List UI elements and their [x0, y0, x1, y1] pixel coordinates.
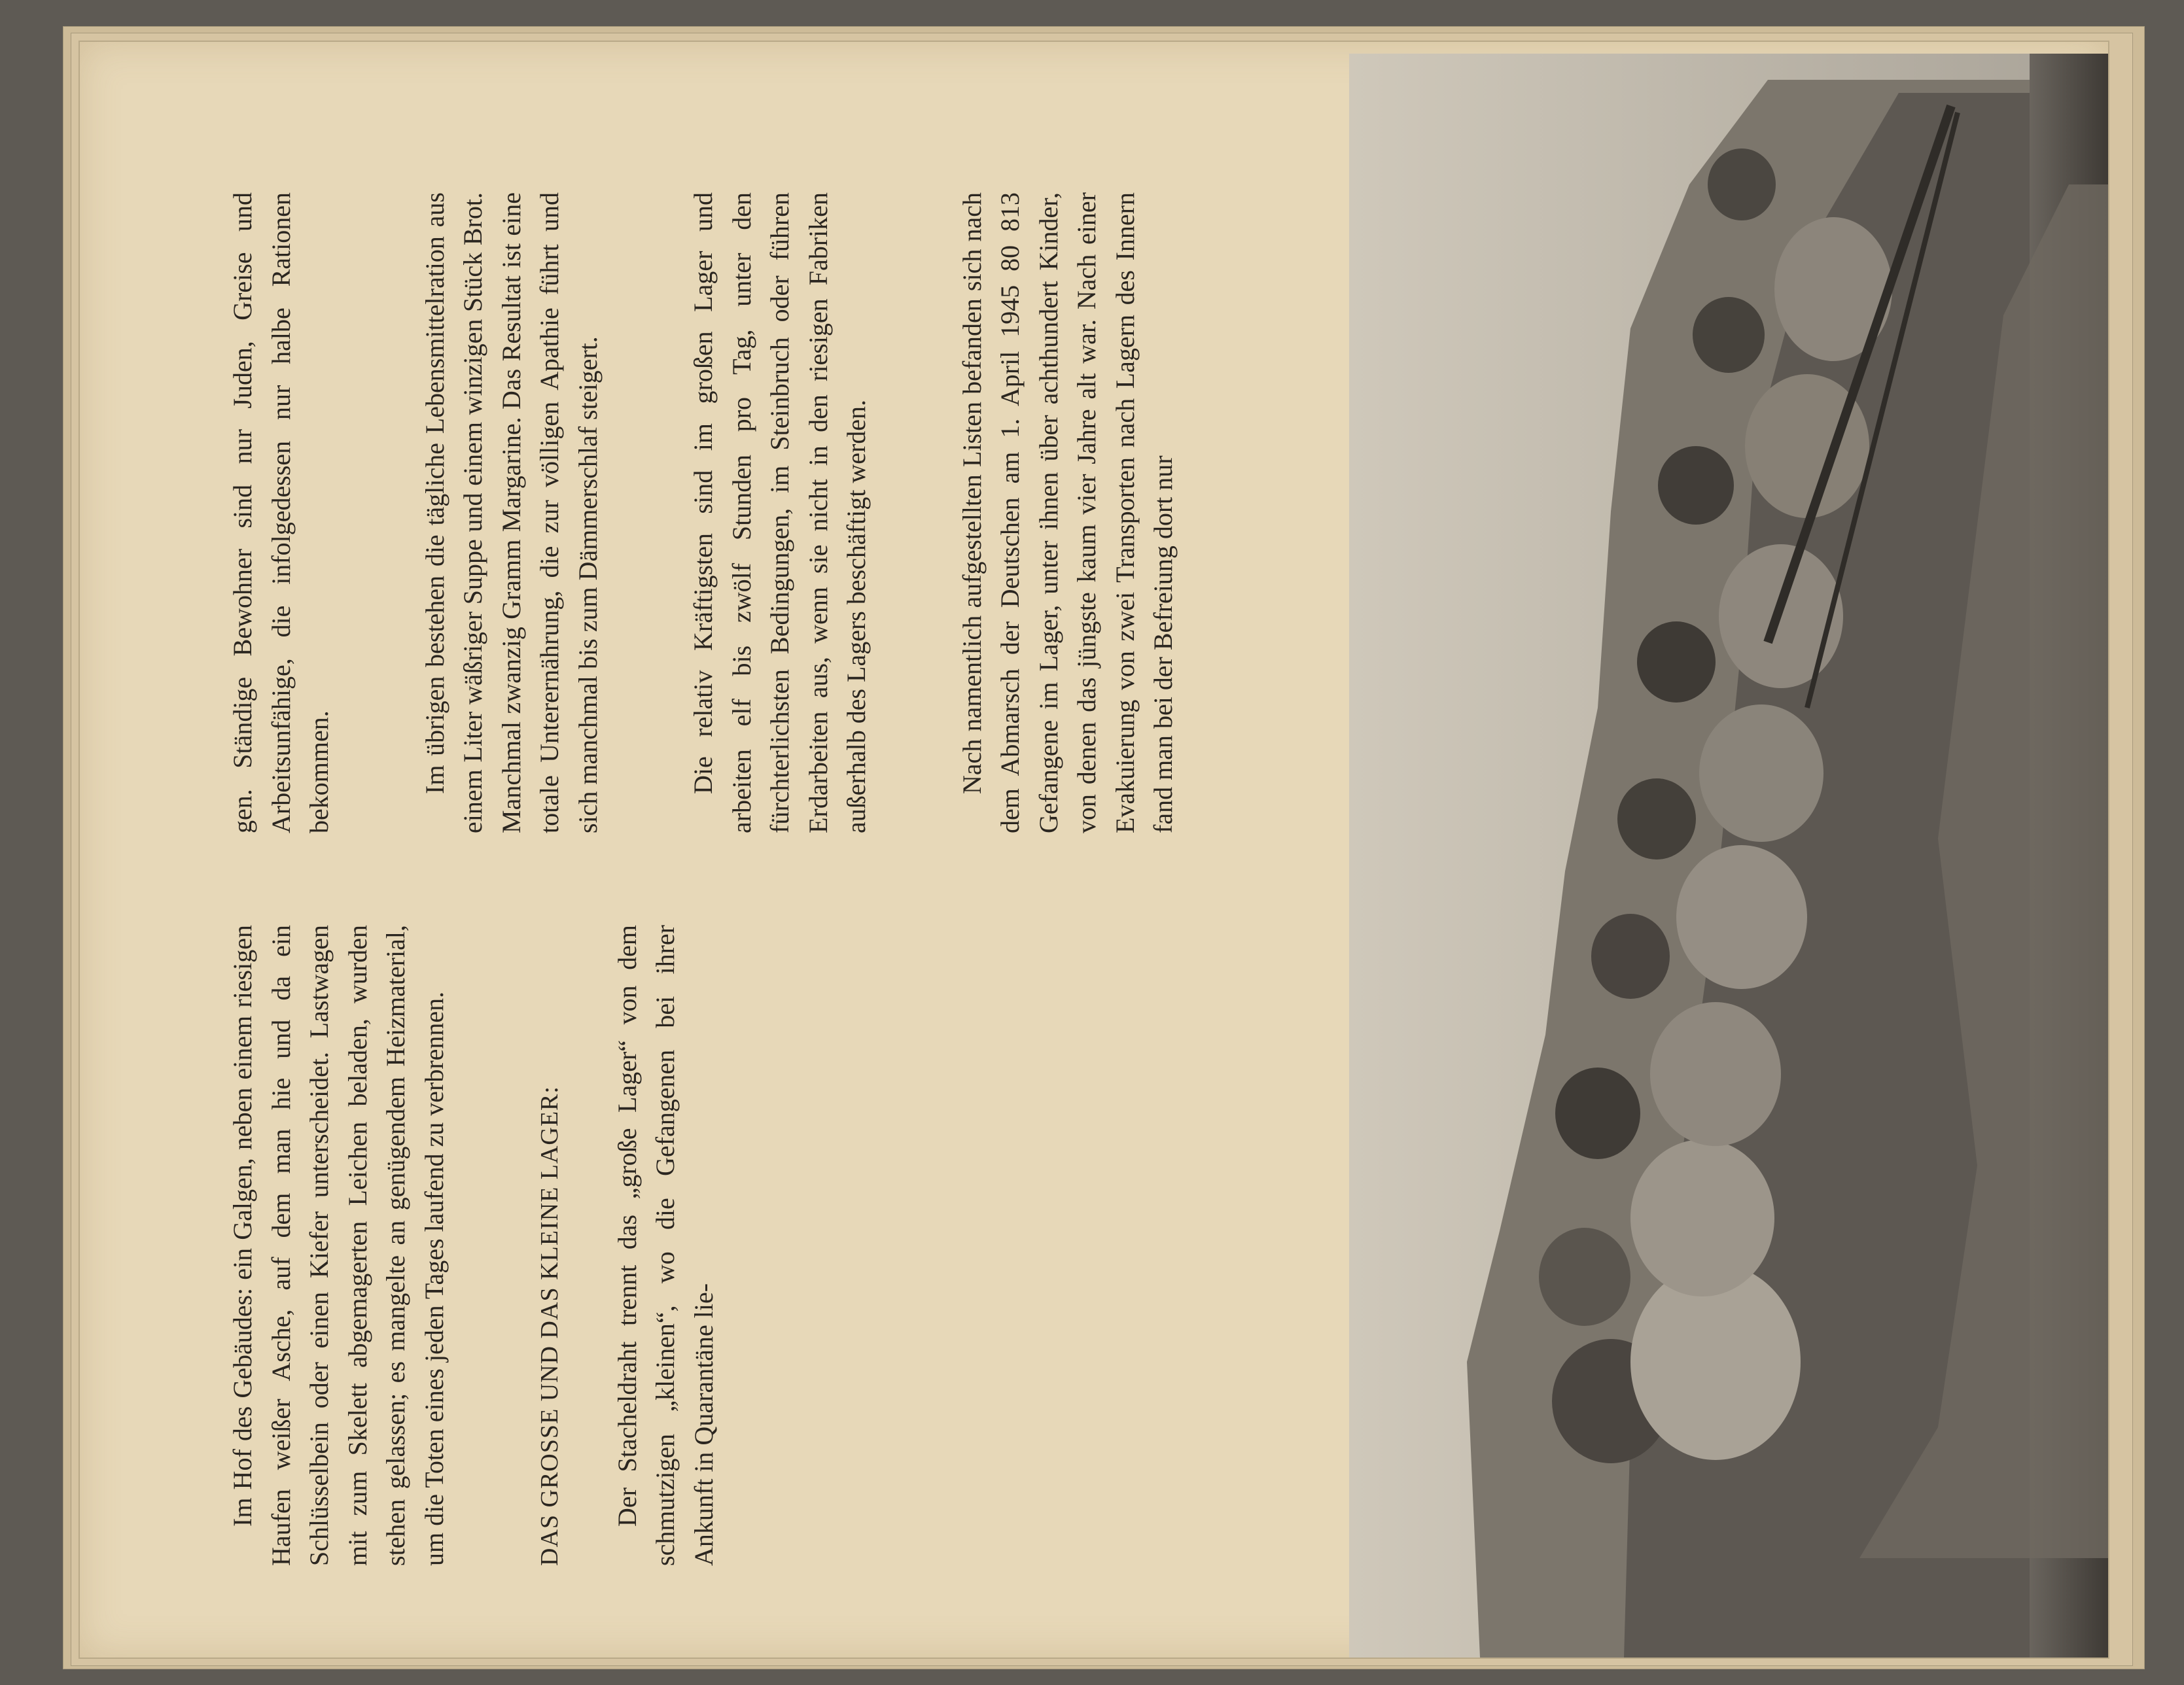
paragraph: Nach namentlich aufgestellten Listen befanden sich nach dem Abmarsch der Deutschen am 1. April 1945 80 813 Gefangene im Lager, unter ihnen über achthundert Kinder, von denen das jüngste kaum vier Jahre alt war. Nach einer Evakuierung von zwei Transporten nach Lagern des Innern fand man bei der Befreiung dort nur: [957, 192, 1178, 833]
paragraph: gen. Ständige Bewohner sind nur Juden, Greise und Arbeitsunfähige, die infolgedessen nur halbe Rationen bekommen.: [228, 192, 334, 833]
paragraph: Im Hof des Gebäudes: ein Galgen, neben einem riesigen Haufen weißer Asche, auf dem man hie und da ein Schlüsselbein oder einen Kiefer unterscheidet. Lastwagen mit zum Skelett abgemagerten Leichen beladen, wurden stehen gelassen; es mangelte an genügendem Heizmaterial, um die Toten eines jeden Tages laufend zu verbrennen.: [228, 925, 449, 1566]
group-photograph: [1349, 54, 2108, 1658]
text-column-right: [224, 192, 1183, 833]
paragraph: Der Stacheldraht trennt das „große Lager“ von dem schmutzigen „kleinen“, wo die Gefangenen bei ihrer Ankunft in Quarantäne lie-: [612, 925, 718, 1566]
text-column-left: [224, 925, 723, 1566]
paragraph: Im übrigen bestehen die tägliche Lebensmittelration aus einem Liter wäßriger Suppe und einem winzigen Stück Brot. Manchmal zwanzig Gramm Margarine. Das Resultat ist eine totale Unterernährung, die zur völligen Apathie führt und sich manchmal bis zum Dämmerschlaf steigert.: [419, 192, 603, 833]
book-page: [79, 41, 2109, 1659]
paragraph: Die relativ Kräftigsten sind im großen Lager und arbeiten elf bis zwölf Stunden pro Tag, unter den fürchterlichsten Bedingungen, im Steinbruch oder führen Erdarbeiten aus, wenn sie nicht in den riesigen Fabriken außerhalb des Lagers beschäftigt werden.: [688, 192, 871, 833]
section-heading: DAS GROSSE UND DAS KLEINE LAGER:: [536, 1086, 563, 1566]
rotated-text-block: [224, 127, 1336, 1566]
